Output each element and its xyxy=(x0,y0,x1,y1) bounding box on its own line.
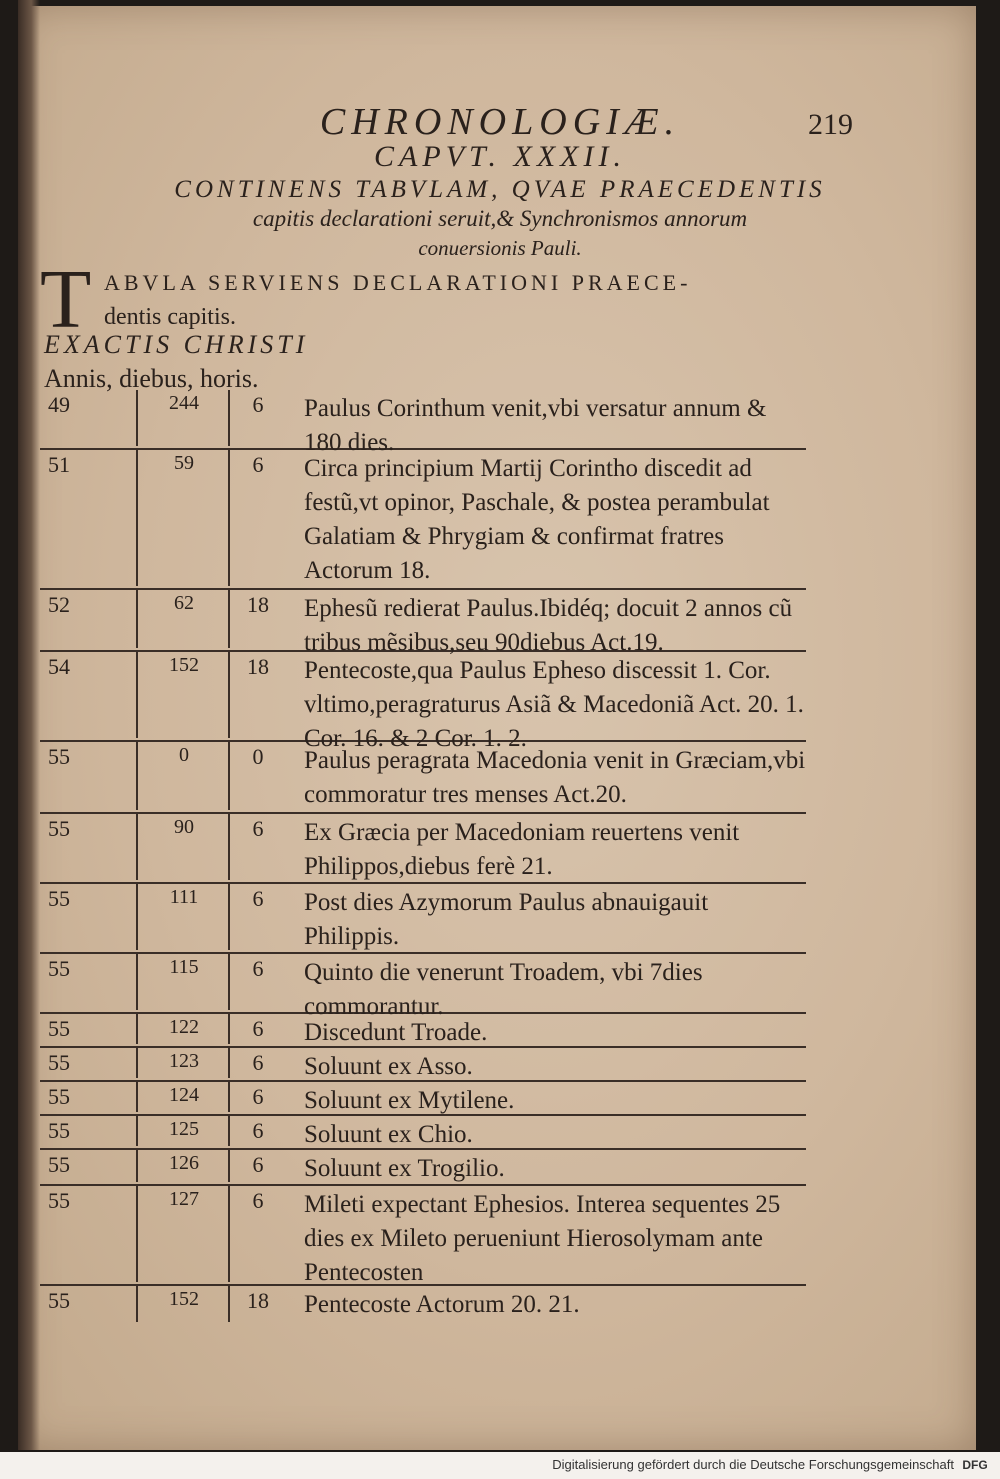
cell-event: Mileti expectant Ephesios. Interea sequentes 25 dies ex Mileto perueniunt Hierosolymam ante Pentecosten xyxy=(304,1191,781,1286)
table-row xyxy=(40,1184,806,1286)
cell-event: Ex Græcia per Macedoniam reuertens venit Philippos,diebus ferè 21. xyxy=(304,819,740,880)
column-divider xyxy=(136,1150,138,1182)
drop-initial: T xyxy=(40,253,92,346)
cell-hours: 6 xyxy=(252,1050,264,1075)
table-row xyxy=(40,448,806,590)
column-heading-units: Annis, diebus, horis. xyxy=(44,364,259,393)
cell-hours: 18 xyxy=(247,1288,269,1313)
table-row xyxy=(40,740,806,814)
cell-years: 49 xyxy=(48,392,70,417)
cell-event: Discedunt Troade. xyxy=(304,1019,488,1046)
cell-days: 152 xyxy=(169,1288,199,1310)
cell-days: 90 xyxy=(174,816,194,838)
cell-years: 55 xyxy=(48,956,70,981)
cell-years: 55 xyxy=(48,1084,70,1109)
cell-days: 244 xyxy=(169,392,199,414)
cell-hours: 6 xyxy=(252,452,264,477)
digitization-footer xyxy=(0,1452,1000,1479)
column-divider xyxy=(136,1048,138,1078)
cell-event: Soluunt ex Chio. xyxy=(304,1121,473,1148)
cell-event: Paulus Corinthum venit,vbi versatur annum & 180 dies. xyxy=(304,395,767,456)
column-divider xyxy=(136,390,138,446)
table-row xyxy=(40,388,806,456)
cell-event: Quinto die venerunt Troadem, vbi 7dies commorantur. xyxy=(304,959,703,1020)
cell-event: Pentecoste,qua Paulus Epheso discessit 1. Cor. vltimo,peragraturus Asiã & Macedoniã Act. 20. 1. Cor. 16. & 2 Cor. 1. 2. xyxy=(304,657,804,752)
chapter-summary-line3: conuersionis Pauli. xyxy=(418,236,582,260)
cell-event: Post dies Azymorum Paulus abnauigauit Philippis. xyxy=(304,889,709,950)
column-divider xyxy=(136,590,138,648)
cell-hours: 18 xyxy=(247,592,269,617)
cell-days: 123 xyxy=(169,1050,199,1072)
cell-hours: 6 xyxy=(252,886,264,911)
column-divider xyxy=(136,954,138,1010)
cell-hours: 6 xyxy=(252,1084,264,1109)
cell-days: 111 xyxy=(169,886,199,908)
chapter-heading: CAPVT. XXXII. xyxy=(374,140,626,173)
cell-days: 152 xyxy=(169,654,199,676)
table-row xyxy=(40,1114,806,1150)
cell-years: 55 xyxy=(48,816,70,841)
cell-days: 59 xyxy=(174,452,194,474)
table-heading-line2: dentis capitis. xyxy=(104,304,236,330)
column-divider xyxy=(136,1116,138,1146)
column-divider xyxy=(136,742,138,810)
column-divider xyxy=(136,1286,138,1322)
column-heading-exactis: EXACTIS CHRISTI xyxy=(44,330,309,359)
cell-days: 126 xyxy=(169,1152,199,1174)
running-title: CHRONOLOGIÆ. xyxy=(319,101,681,143)
table-row xyxy=(40,1148,806,1186)
chapter-summary-line1: CONTINENS TABVLAM, QVAE PRAECEDENTIS xyxy=(174,176,826,203)
cell-event: Soluunt ex Trogilio. xyxy=(304,1155,505,1182)
cell-hours: 0 xyxy=(252,744,264,769)
cell-years: 54 xyxy=(48,654,70,679)
cell-years: 55 xyxy=(48,886,70,911)
cell-event: Circa principium Martij Corintho discedit ad festũ,vt opinor, Paschale, & postea perambulat Galatiam & Phrygiam & confirmat fratres Actorum 18. xyxy=(304,455,770,584)
cell-days: 62 xyxy=(174,592,194,614)
cell-years: 55 xyxy=(48,1152,70,1177)
dfg-logo-icon: DFG xyxy=(962,1458,988,1472)
cell-years: 55 xyxy=(48,1188,70,1213)
cell-hours: 6 xyxy=(252,816,264,841)
cell-event: Pentecoste Actorum 20. 21. xyxy=(304,1291,580,1318)
cell-hours: 6 xyxy=(252,956,264,981)
cell-event: Paulus peragrata Macedonia venit in Græciam,vbi commoratur tres menses Act.20. xyxy=(304,747,806,808)
cell-years: 55 xyxy=(48,1118,70,1143)
table-heading-line1: ABVLA SERVIENS DECLARATIONI PRAECE- xyxy=(104,270,692,295)
column-divider xyxy=(136,884,138,950)
cell-event: Soluunt ex Asso. xyxy=(304,1053,473,1080)
column-divider xyxy=(136,1186,138,1282)
column-divider xyxy=(136,652,138,738)
chapter-summary-line2: capitis declarationi seruit,& Synchronismos annorum xyxy=(252,206,748,231)
table-row xyxy=(40,588,806,656)
table-row xyxy=(40,650,806,752)
cell-event: Soluunt ex Mytilene. xyxy=(304,1087,515,1114)
cell-days: 125 xyxy=(169,1118,199,1140)
cell-hours: 6 xyxy=(252,1188,264,1213)
cell-days: 127 xyxy=(169,1188,199,1210)
table-row xyxy=(40,1284,806,1324)
footer-credit: Digitalisierung gefördert durch die Deutsche Forschungsgemeinschaft xyxy=(552,1457,954,1472)
cell-hours: 6 xyxy=(252,1016,264,1041)
cell-event: Ephesũ redierat Paulus.Ibidéq; docuit 2 annos cũ tribus mẽsibus,seu 90diebus Act.19. xyxy=(304,595,793,656)
cell-years: 55 xyxy=(48,1050,70,1075)
table-row xyxy=(40,952,806,1020)
cell-years: 52 xyxy=(48,592,70,617)
cell-years: 51 xyxy=(48,452,70,477)
cell-hours: 6 xyxy=(252,1118,264,1143)
table-row xyxy=(40,1012,806,1048)
cell-days: 115 xyxy=(169,956,199,978)
cell-years: 55 xyxy=(48,744,70,769)
column-divider xyxy=(136,450,138,586)
cell-hours: 6 xyxy=(252,1152,264,1177)
column-divider xyxy=(136,814,138,880)
page-number: 219 xyxy=(808,108,853,141)
column-divider xyxy=(136,1014,138,1044)
cell-days: 124 xyxy=(169,1084,199,1106)
cell-years: 55 xyxy=(48,1016,70,1041)
table-row xyxy=(40,812,806,884)
cell-hours: 18 xyxy=(247,654,269,679)
cell-days: 0 xyxy=(179,744,189,766)
cell-hours: 6 xyxy=(252,392,264,417)
column-divider xyxy=(136,1082,138,1112)
cell-years: 55 xyxy=(48,1288,70,1313)
table-row xyxy=(40,1080,806,1116)
cell-days: 122 xyxy=(169,1016,199,1038)
table-row xyxy=(40,1046,806,1082)
table-row xyxy=(40,882,806,954)
